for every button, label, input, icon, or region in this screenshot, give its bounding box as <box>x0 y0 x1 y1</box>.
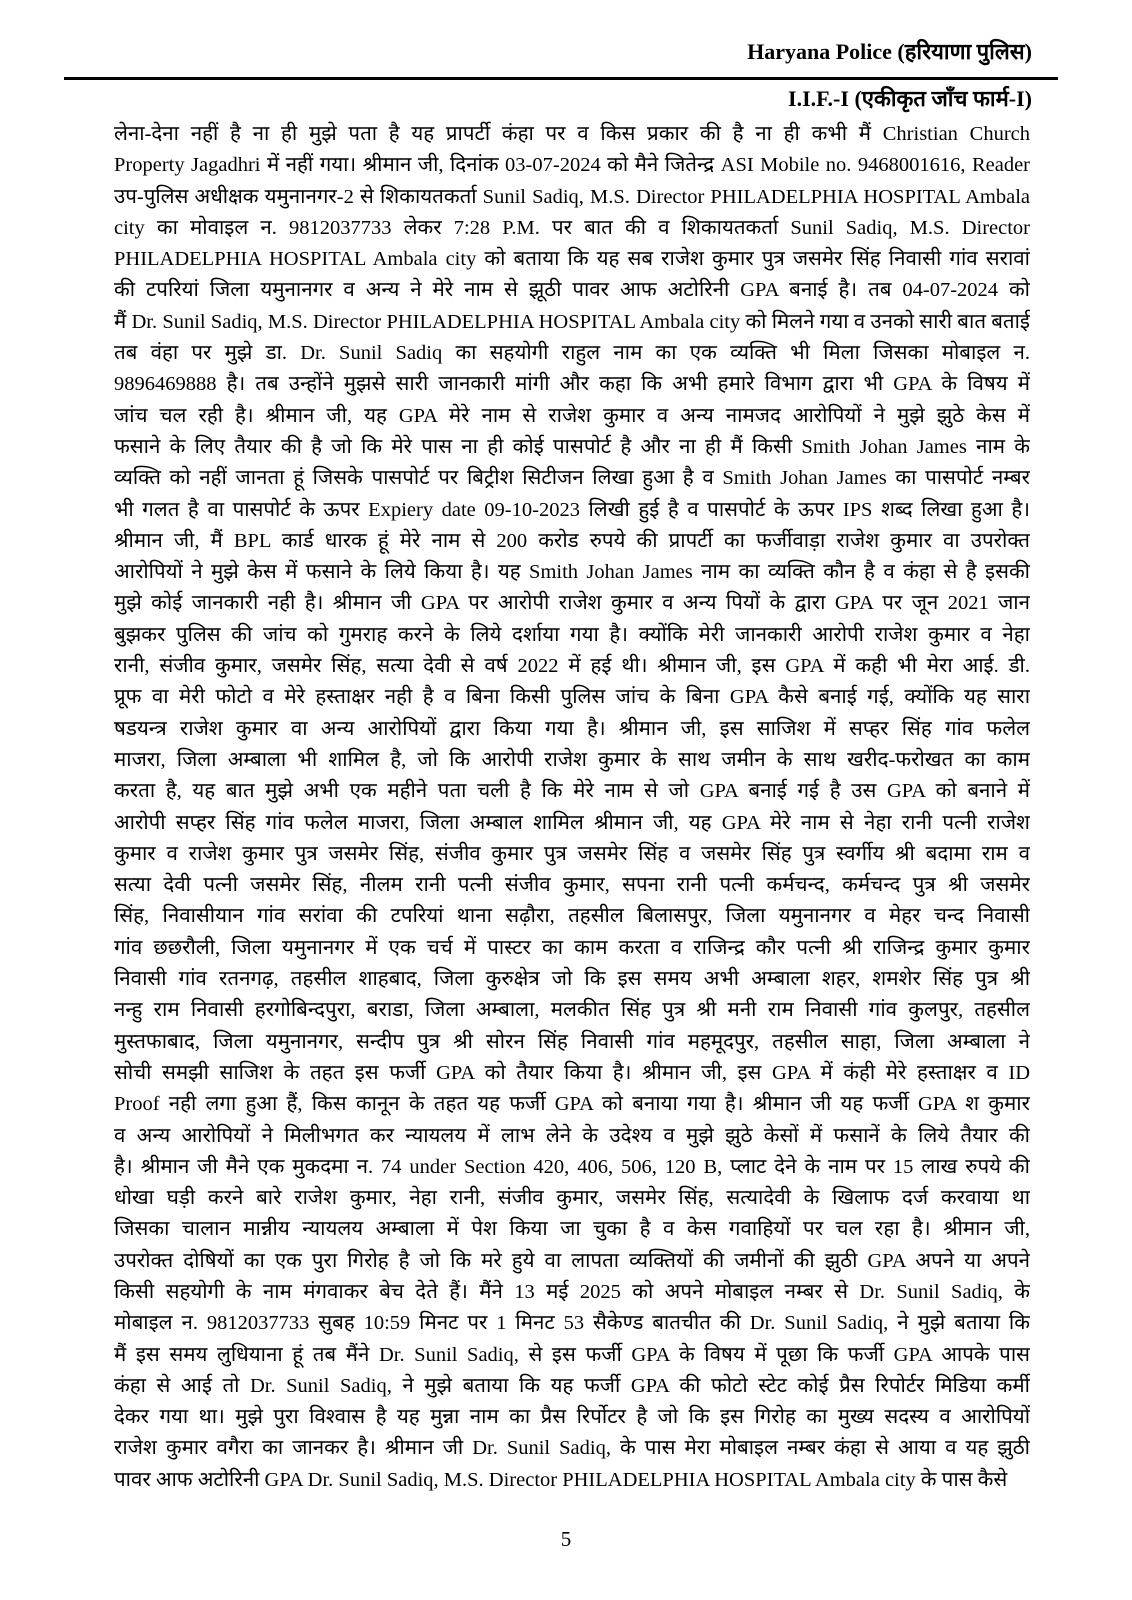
text-line: कुमार व राजेश कुमार पुत्र जसमेर सिंह, संजीव कुमार पुत्र जसमेर सिंह व जसमेर सिंह पुत्र स्वर्गीय श्री बदामा राम व <box>114 842 1030 865</box>
header-divider <box>64 77 1058 80</box>
text-line: प्रूफ वा मेरी फोटो व मेरे हस्ताक्षर नही है व बिना किसी पुलिस जांच के बिना GPA कैसे बनाई गई, क्योंकि यह सारा <box>114 686 1030 709</box>
text-line: मैं इस समय लुधियाना हूं तब मैंने Dr. Sunil Sadiq, से इस फर्जी GPA के विषय में पूछा कि फर्जी GPA आपके पास <box>114 1343 1030 1366</box>
text-line: कंहा से आई तो Dr. Sunil Sadiq, ने मुझे बताया कि यह फर्जी GPA की फोटो स्टेट कोई प्रैस रिपोर्टर मिडिया कर्मी <box>114 1374 1030 1397</box>
text-line: व्यक्ति को नहीं जानता हूं जिसके पासपोर्ट पर बिट्रीश सिटीजन लिखा हुआ है व Smith Johan James का पासपोर्ट नम्बर <box>114 467 1030 490</box>
page-number: 5 <box>560 1527 572 1551</box>
text-line: उप-पुलिस अधीक्षक यमुनानगर-2 से शिकायतकर्ता Sunil Sadiq, M.S. Director PHILADELPHIA HOSPITAL Ambala <box>114 185 1030 208</box>
text-line: मोबाइल न. 9812037733 सुबह 10:59 मिनट पर 1 मिनट 53 सैकेण्ड बातचीत की Dr. Sunil Sadiq, ने मुझे बताया कि <box>114 1312 1030 1335</box>
text-line: माजरा, जिला अम्बाला भी शामिल है, जो कि आरोपी राजेश कुमार के साथ जमीन के साथ खरीद-फरोखत का काम <box>114 748 1030 771</box>
text-line: मुस्तफाबाद, जिला यमुनानगर, सन्दीप पुत्र श्री सोरन सिंह निवासी गांव महमूदपुर, तहसील साहा, जिला अम्बाला ने <box>114 1030 1030 1053</box>
text-line: गांव छछरौली, जिला यमुनानगर में एक चर्च में पास्टर का काम करता व राजिन्द्र कौर पत्नी श्री राजिन्द्र कुमार कुमार <box>114 936 1030 959</box>
text-line: आरोपी सप्हर सिंह गांव फलेल माजरा, जिला अम्बाल शामिल श्रीमान जी, यह GPA मेरे नाम से नेहा रानी पत्नी राजेश <box>114 811 1030 834</box>
text-line: षडयन्त्र राजेश कुमार वा अन्य आरोपियों द्वारा किया गया है। श्रीमान जी, इस साजिश में सप्हर सिंह गांव फलेल <box>114 717 1030 740</box>
text-line: नन्हु राम निवासी हरगोबिन्दपुरा, बराडा, जिला अम्बाला, मलकीत सिंह पुत्र श्री मनी राम निवासी गांव कुलपुर, तहसील <box>114 999 1030 1022</box>
text-line: मैं Dr. Sunil Sadiq, M.S. Director PHILADELPHIA HOSPITAL Ambala city को मिलने गया व उनको सारी बात बताई <box>114 310 1030 333</box>
text-line: किसी सहयोगी के नाम मंगवाकर बेच देते हैं। मैंने 13 मई 2025 को अपने मोबाइल नम्बर से Dr. Sunil Sadiq, के <box>114 1280 1030 1303</box>
text-line: श्रीमान जी, मैं BPL कार्ड धारक हूं मेरे नाम से 200 करोड रुपये की प्रापर्टी का फर्जीवाड़ा राजेश कुमार वा उपरोक्त <box>114 529 1030 552</box>
text-line: जिसका चालान मान्नीय न्यायलय अम्बाला में पेश किया जा चुका है व केस गवाहियों पर चल रहा है। श्रीमान जी, <box>114 1218 1030 1241</box>
text-line: city का मोवाइल न. 9812037733 लेकर 7:28 P.M. पर बात की व शिकायतकर्ता Sunil Sadiq, M.S. Director <box>114 216 1030 239</box>
text-line: फसाने के लिए तैयार की है जो कि मेरे पास ना ही कोई पासपोर्ट है और ना ही मैं किसी Smith Johan James नाम के <box>114 435 1030 458</box>
text-line: PHILADELPHIA HOSPITAL Ambala city को बताया कि यह सब राजेश कुमार पुत्र जसमेर सिंह निवासी गांव सरावां <box>114 248 1030 271</box>
text-line: रानी, संजीव कुमार, जसमेर सिंह, सत्या देवी से वर्ष 2022 में हई थी। श्रीमान जी, इस GPA में कही भी मेरा आई. डी. <box>114 655 1030 678</box>
text-line: 9896469888 है। तब उन्होंने मुझसे सारी जानकारी मांगी और कहा कि अभी हमारे विभाग द्वारा भी GPA के विषय में <box>114 373 1030 396</box>
text-line: की टपरियां जिला यमुनानगर व अन्य ने मेरे नाम से झूठी पावर आफ अटोरिनी GPA बनाई है। तब 04-07-2024 को <box>114 279 1030 302</box>
text-line: जांच चल रही है। श्रीमान जी, यह GPA मेरे नाम से राजेश कुमार व अन्य नामजद आरोपियों ने मुझे झुठे केस में <box>114 404 1030 427</box>
text-line: तब वंहा पर मुझे डा. Dr. Sunil Sadiq का सहयोगी राहुल नाम का एक व्यक्ति भी मिला जिसका मोबाइल न. <box>114 342 1030 365</box>
text-line: आरोपियों ने मुझे केस में फसाने के लिये किया है। यह Smith Johan James नाम का व्यक्ति कौन है व कंहा से है इसकी <box>114 561 1030 584</box>
text-line: लेना-देना नहीं है ना ही मुझे पता है यह प्रापर्टी कंहा पर व किस प्रकार की है ना ही कभी मैं Christian Church <box>114 123 1030 145</box>
form-title: I.I.F.-I (एकीकृत जाँच फार्म-I) <box>788 86 1032 111</box>
text-line: भी गलत है वा पासपोर्ट के ऊपर Expiery date 09-10-2023 लिखी हुई है व पासपोर्ट के ऊपर IPS शब्द लिखा हुआ है। <box>114 498 1030 521</box>
text-line: उपरोक्त दोषियों का एक पुरा गिरोह है जो कि मरे हुये वा लापता व्यक्तियों की जमीनों की झुठी GPA अपने या अपने <box>114 1249 1030 1272</box>
text-line: देकर गया था। मुझे पुरा विश्वास है यह मुन्ना नाम का प्रैस रिर्पोटर है जो कि इस गिरोह का मुख्य सदस्य व आरोपियों <box>114 1406 1030 1429</box>
text-line: Proof नही लगा हुआ हैं, किस कानून के तहत यह फर्जी GPA को बनाया गया है। श्रीमान जी यह फर्जी GPA श कुमार <box>114 1093 1030 1116</box>
text-line: धोखा घड़ी करने बारे राजेश कुमार, नेहा रानी, संजीव कुमार, जसमेर सिंह, सत्यादेवी के खिलाफ दर्ज करवाया था <box>114 1187 1030 1210</box>
text-line: है। श्रीमान जी मैने एक मुकदमा न. 74 under Section 420, 406, 506, 120 B, प्लाट देने के नाम पर 15 लाख रुपये की <box>114 1155 1030 1178</box>
text-line: सिंह, निवासीयान गांव सरांवा की टपरियां थाना सढ़ौरा, तहसील बिलासपुर, जिला यमुनानगर व मेहर चन्द निवासी <box>114 905 1030 928</box>
text-line: व अन्य आरोपियों ने मिलीभगत कर न्यायलय में लाभ लेने के उदेश्य व मुझे झुठे केसों में फसानें के लिये तैयार की <box>114 1124 1030 1147</box>
complaint-text-body <box>114 119 1030 1496</box>
text-line: पावर आफ अटोरिनी GPA Dr. Sunil Sadiq, M.S. Director PHILADELPHIA HOSPITAL Ambala city के पास कैसे <box>114 1468 1008 1491</box>
text-line: निवासी गांव रतनगढ़, तहसील शाहबाद, जिला कुरुक्षेत्र जो कि इस समय अभी अम्बाला शहर, शमशेर सिंह पुत्र श्री <box>114 968 1030 991</box>
text-line: सोची समझी साजिश के तहत इस फर्जी GPA को तैयार किया है। श्रीमान जी, इस GPA में कंही मेरे हस्ताक्षर व ID <box>114 1061 1030 1084</box>
text-line: सत्या देवी पत्नी जसमेर सिंह, नीलम रानी पत्नी संजीव कुमार, सपना रानी पत्नी कर्मचन्द, कर्मचन्द पुत्र श्री जसमेर <box>114 874 1030 897</box>
text-line: बुझकर पुलिस की जांच को गुमराह करने के लिये दर्शाया गया है। क्योंकि मेरी जानकारी आरोपी राजेश कुमार व नेहा <box>114 623 1030 646</box>
text-line: मुझे कोई जानकारी नही है। श्रीमान जी GPA पर आरोपी राजेश कुमार व अन्य पियों के द्वारा GPA पर जून 2021 जान <box>114 592 1030 615</box>
text-line: Property Jagadhri में नहीं गया। श्रीमान जी, दिनांक 03-07-2024 को मैने जितेन्द्र ASI Mobile no. 9468001616, Reader <box>114 154 1030 177</box>
header-org-title: Haryana Police (हरियाणा पुलिस) <box>747 39 1032 64</box>
text-line: करता है, यह बात मुझे अभी एक महीने पता चली है कि मेरे नाम से जो GPA बनाई गई है उस GPA को बनाने में <box>114 780 1030 803</box>
text-line: राजेश कुमार वगैरा का जानकर है। श्रीमान जी Dr. Sunil Sadiq, के पास मेरा मोबाइल नम्बर कंहा से आया व यह झुठी <box>114 1437 1030 1460</box>
